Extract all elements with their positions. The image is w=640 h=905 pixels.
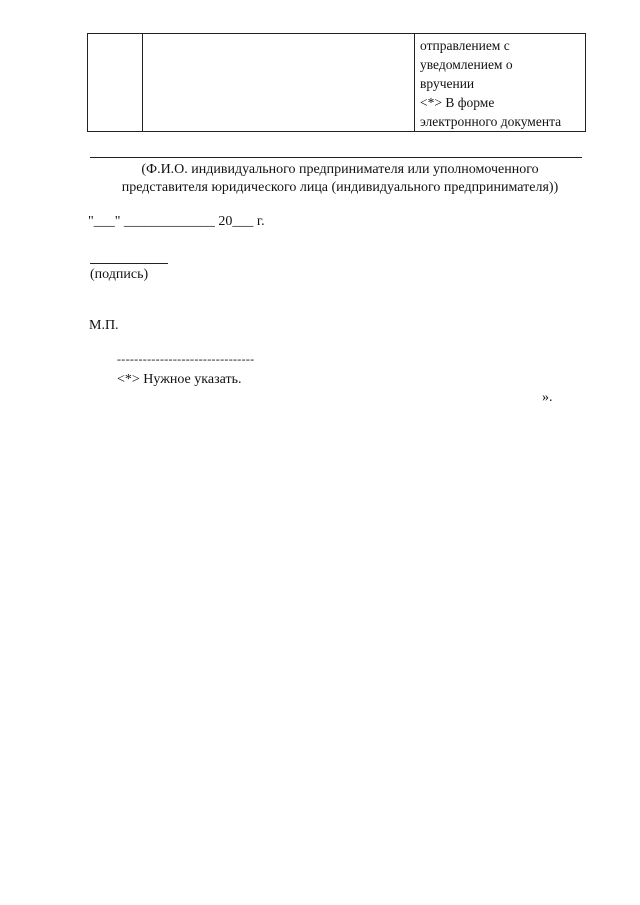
delivery-method-line: электронного документа	[420, 114, 562, 129]
footnote-text: <*> Нужное указать.	[117, 372, 242, 387]
fio-underline	[90, 157, 582, 158]
date-line: "___" _____________ 20___ г.	[88, 214, 265, 229]
delivery-method-line: вручении	[420, 76, 475, 91]
table-cell-number	[88, 34, 143, 132]
table-cell-description	[143, 34, 415, 132]
stamp-label: М.П.	[89, 318, 119, 333]
delivery-method-line: <*> В форме	[420, 95, 495, 110]
signature-underline	[90, 263, 168, 264]
footnote-separator: --------------------------------	[117, 352, 255, 366]
table-row	[88, 34, 586, 132]
delivery-method-line: отправлением с	[420, 38, 510, 53]
service-method-table	[87, 33, 586, 132]
fio-caption-line-1: (Ф.И.О. индивидуального предпринимателя или уполномоченного	[141, 162, 539, 177]
signature-caption: (подпись)	[90, 267, 149, 282]
table-cell-delivery-method	[415, 34, 586, 132]
delivery-method-line: уведомлением о	[420, 57, 513, 72]
closing-mark: ».	[542, 390, 553, 405]
fio-caption-line-2: представителя юридического лица (индивидуального предпринимателя))	[121, 180, 559, 195]
